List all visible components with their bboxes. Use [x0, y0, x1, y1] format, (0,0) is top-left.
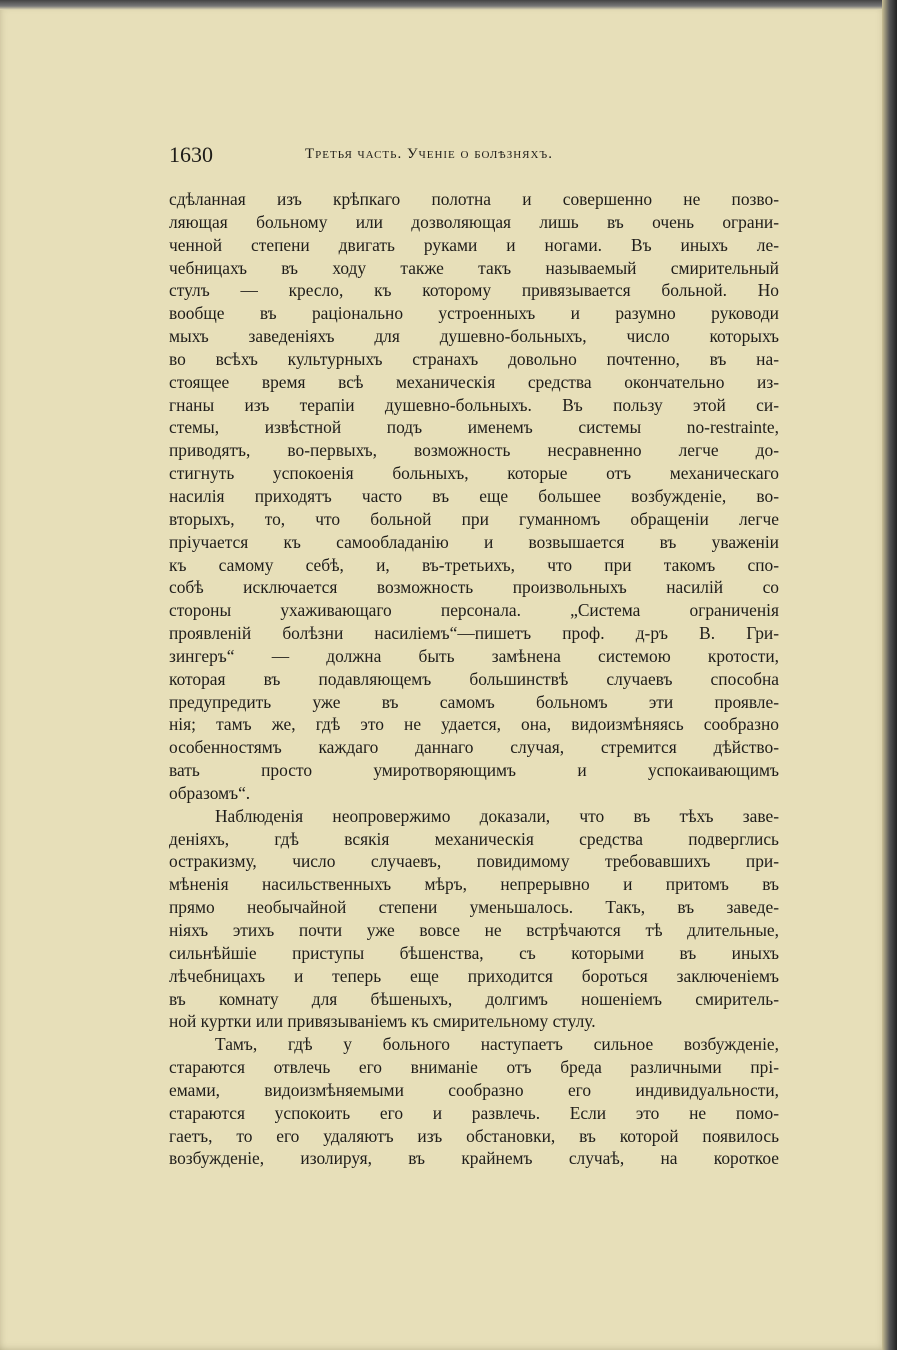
text-line: гаетъ, то его удаляютъ изъ обстановки, въ которой появилось: [169, 1125, 779, 1146]
text-line: проявленій болѣзни насиліемъ“—пишетъ проф. д-ръ В. Гри-: [169, 623, 779, 644]
text-line: прямо необычайной степени уменьшалось. Такъ, въ заведе-: [169, 897, 779, 918]
text-line: вать просто умиротворяющимъ и успокаивающимъ: [169, 760, 779, 781]
text-line: особенностямъ каждаго даннаго случая, стремится дѣйство-: [169, 737, 779, 758]
text-line: пріучается къ самообладанію и возвышается въ уваженіи: [169, 531, 779, 552]
running-head: Третья часть. Ученіе о болѣзняхъ.: [305, 146, 553, 162]
text-line: стулъ — кресло, къ которому привязывается больной. Но: [169, 280, 779, 301]
text-line: нія; тамъ же, гдѣ это не удается, она, видоизмѣняясь сообразно: [169, 714, 779, 735]
text-line: насилія приходятъ часто въ еще большее возбужденіе, во-: [169, 485, 779, 506]
text-line: къ самому себѣ, и, въ-третьихъ, что при такомъ спо-: [169, 554, 779, 575]
text-line: мыхъ заведеніяхъ для душевно-больныхъ, число которыхъ: [169, 326, 779, 347]
text-line: стигнуть успокоенія больныхъ, которые отъ механическаго: [169, 463, 779, 484]
text-line: сдѣланная изъ крѣпкаго полотна и совершенно не позво-: [169, 189, 779, 209]
text-line: стараются отвлечь его вниманіе отъ бреда различными прі-: [169, 1057, 779, 1078]
text-line: собѣ исключается возможность произвольныхъ насилій со: [169, 577, 779, 598]
text-line: стемы, извѣстной подъ именемъ системы no-restrainte,: [169, 417, 779, 438]
text-line: которая въ подавляющемъ большинствѣ случаевъ способна: [169, 668, 779, 689]
page-top-edge: [0, 0, 897, 10]
text-line: вторыхъ, то, что больной при гуманномъ обращеніи легче: [169, 508, 779, 529]
text-line: предупредить уже въ самомъ больномъ эти проявле-: [169, 691, 779, 712]
page-binding-edge: [882, 0, 897, 1350]
body-text: [169, 188, 779, 1170]
text-line: стороны ухаживающаго персонала. „Система ограниченія: [169, 600, 779, 621]
text-line: деніяхъ, гдѣ всякія механическія средства подверглись: [169, 828, 779, 849]
text-line: во всѣхъ культурныхъ странахъ довольно почтенно, въ на-: [169, 348, 779, 369]
text-line: стараются успокоить его и развлечь. Если это не помо-: [169, 1102, 779, 1123]
text-line: ляющая больному или дозволяющая лишь въ очень ограни-: [169, 211, 779, 232]
text-line: гнаны изъ терапіи душевно-больныхъ. Въ пользу этой си-: [169, 394, 779, 415]
text-line: ніяхъ этихъ почти уже вовсе не встрѣчаются тѣ длительные,: [169, 920, 779, 940]
text-line: емами, видоизмѣняемыми сообразно его индивидуальности,: [169, 1079, 779, 1100]
text-line: стоящее время всѣ механическія средства окончательно из-: [169, 371, 779, 392]
text-line: образомъ“.: [169, 782, 251, 803]
text-line: мѣненія насильственныхъ мѣръ, непрерывно и притомъ въ: [169, 874, 779, 895]
page-number: 1630: [169, 142, 213, 167]
text-line: возбужденіе, изолируя, въ крайнемъ случаѣ, на короткое: [169, 1148, 779, 1169]
paragraph-first-line: Наблюденія неопровержимо доказали, что въ тѣхъ заве-: [215, 805, 779, 826]
text-line: остракизму, число случаевъ, повидимому требовавшихъ при-: [169, 851, 779, 872]
text-line: вообще въ раціонально устроенныхъ и разумно руководи: [169, 303, 779, 324]
page-header: [169, 142, 779, 170]
text-line: ной куртки или привязываніемъ къ смирительному стулу.: [169, 1011, 596, 1032]
text-line: лѣчебницахъ и теперь еще приходится бороться заключеніемъ: [169, 965, 779, 986]
text-line: въ комнату для бѣшеныхъ, долгимъ ношеніемъ смиритель-: [169, 988, 779, 1009]
text-line: сильнѣйшіе приступы бѣшенства, съ которыми въ иныхъ: [169, 942, 779, 963]
text-line: приводятъ, во-первыхъ, возможность несравненно легче до-: [169, 440, 779, 461]
text-line: ченной степени двигать руками и ногами. Въ иныхъ ле-: [169, 234, 779, 255]
text-line: чебницахъ въ ходу также такъ называемый смирительный: [169, 257, 779, 278]
paragraph-first-line: Тамъ, гдѣ у больного наступаетъ сильное возбужденіе,: [215, 1034, 779, 1055]
text-line: зингеръ“ — должна быть замѣнена системою кротости,: [169, 645, 779, 666]
